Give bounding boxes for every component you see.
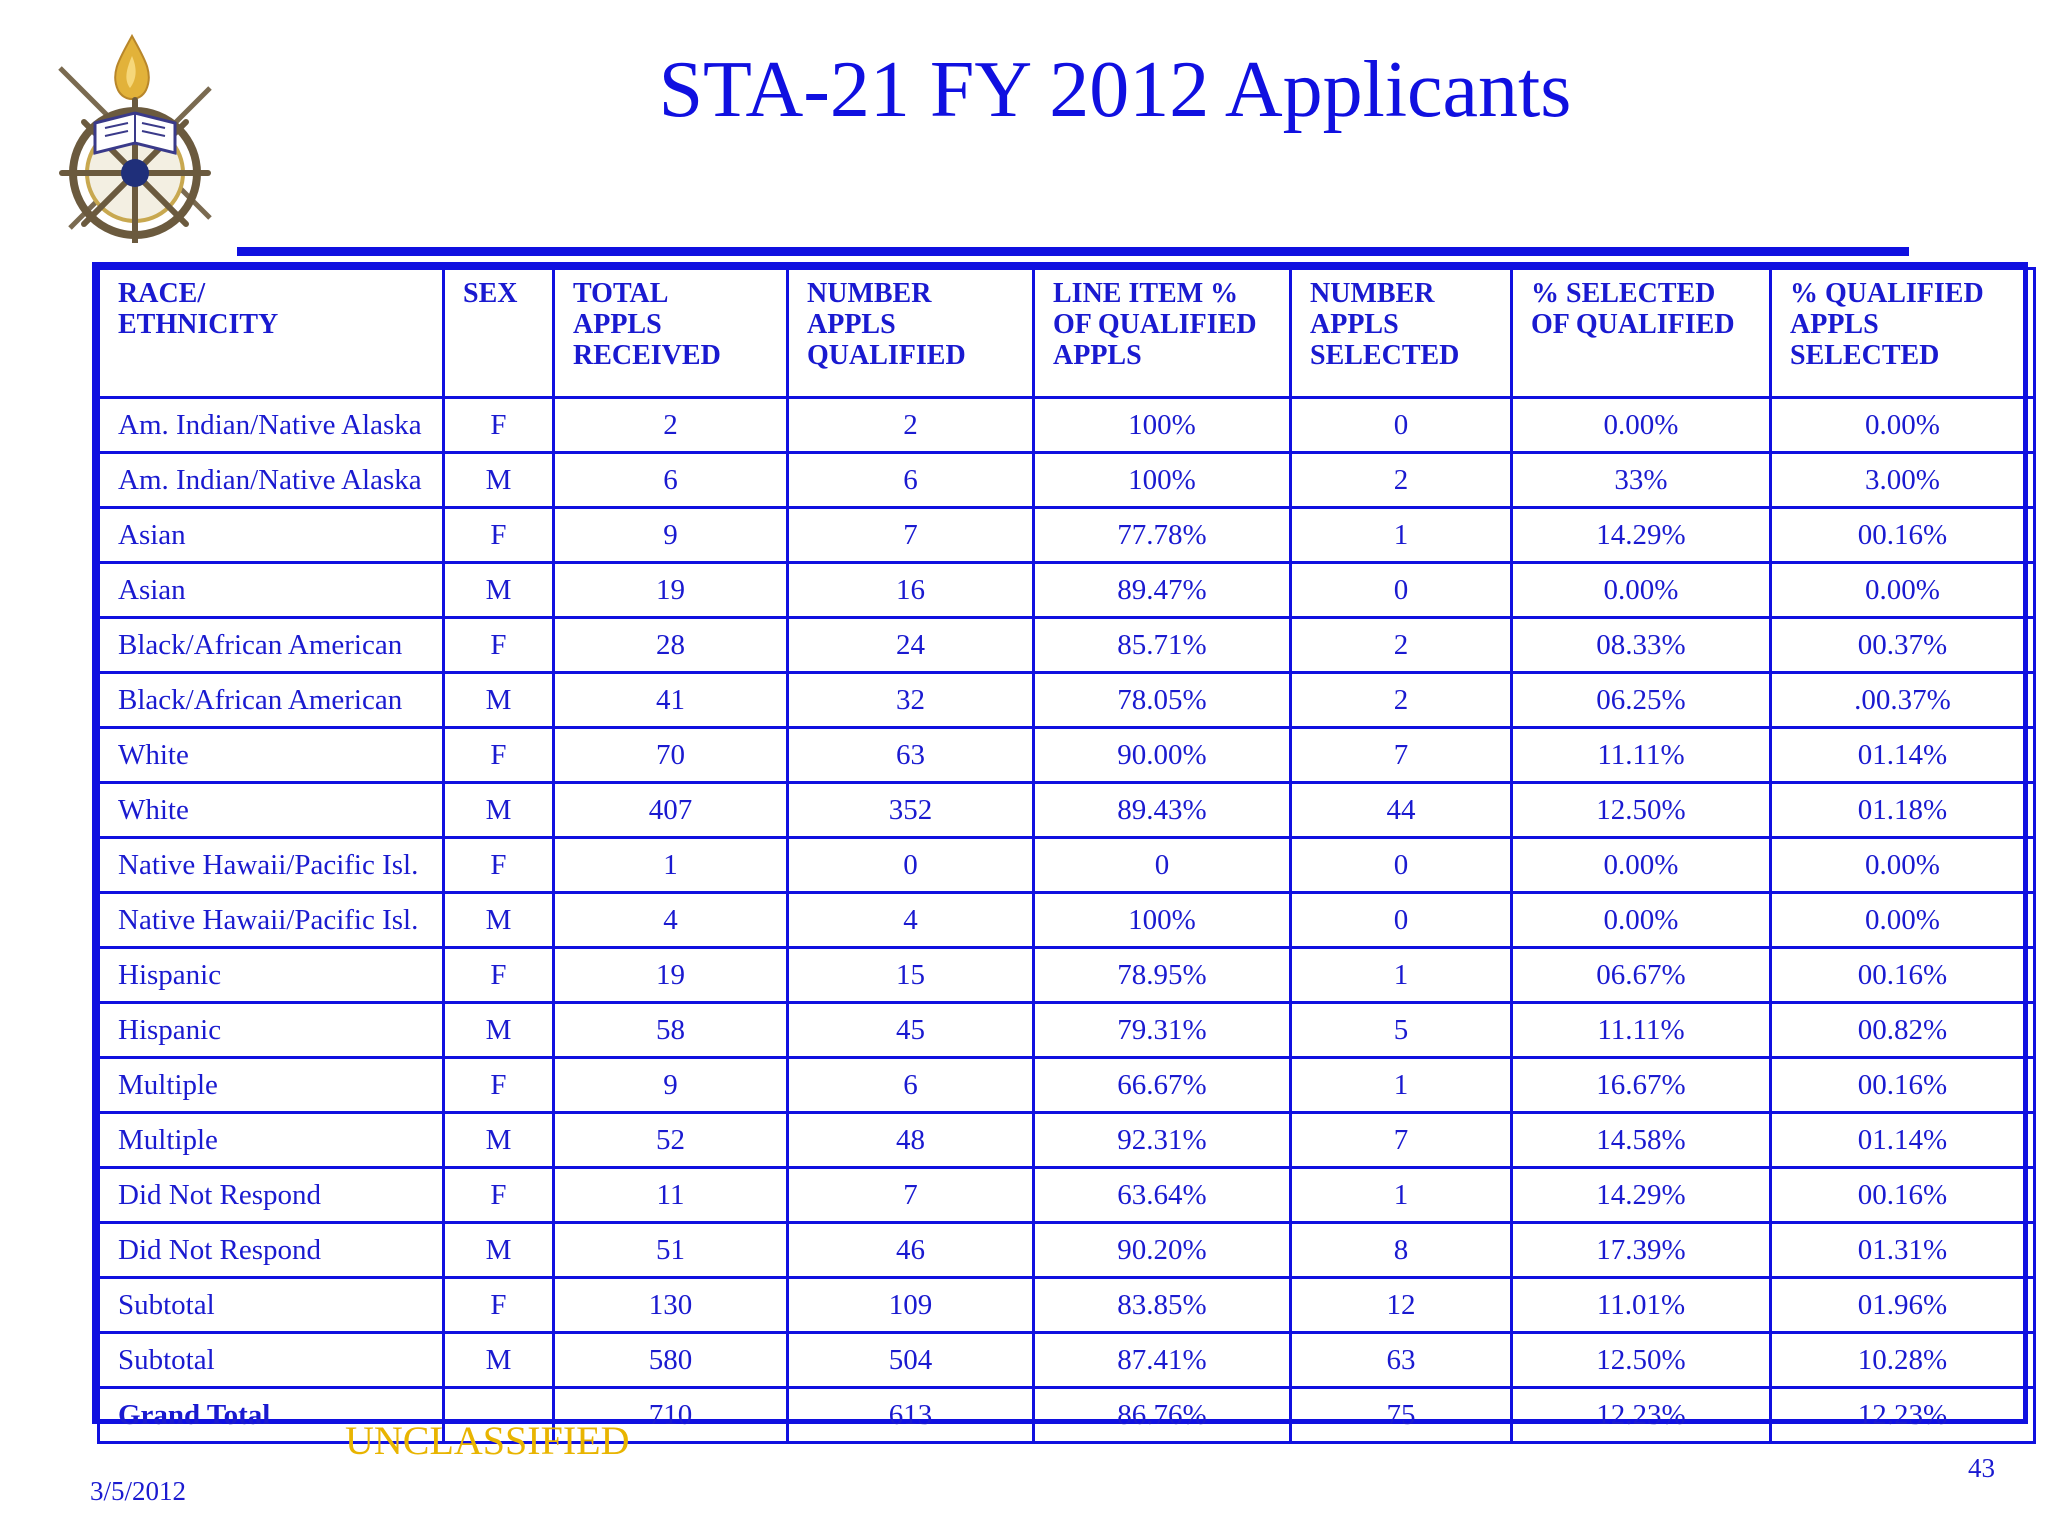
number-selected-cell: 7 — [1291, 728, 1512, 783]
pct-qualified-selected-cell: 01.14% — [1771, 1113, 2035, 1168]
sex-cell: F — [444, 508, 554, 563]
number-qualified-cell: 352 — [788, 783, 1034, 838]
pct-qualified-selected-cell: 0.00% — [1771, 398, 2035, 453]
number-qualified-cell: 7 — [788, 1168, 1034, 1223]
header-number-qualified: NUMBER APPLS QUALIFIED — [788, 269, 1034, 398]
table-row — [99, 673, 2035, 728]
naval-emblem-icon — [40, 28, 230, 243]
total-received-cell: 11 — [554, 1168, 788, 1223]
number-selected-cell: 0 — [1291, 398, 1512, 453]
race-ethnicity-cell: White — [99, 728, 444, 783]
number-qualified-cell: 46 — [788, 1223, 1034, 1278]
total-received-cell: 2 — [554, 398, 788, 453]
race-ethnicity-cell: Did Not Respond — [99, 1223, 444, 1278]
classification-label: UNCLASSIFIED — [345, 1418, 630, 1463]
line-item-pct-cell: 100% — [1034, 398, 1291, 453]
table-row — [99, 838, 2035, 893]
race-ethnicity-cell: White — [99, 783, 444, 838]
pct-qualified-selected-cell: 00.37% — [1771, 618, 2035, 673]
pct-selected-of-qualified-cell: 0.00% — [1512, 838, 1771, 893]
pct-selected-of-qualified-cell: 06.25% — [1512, 673, 1771, 728]
number-qualified-cell: 0 — [788, 838, 1034, 893]
pct-selected-of-qualified-cell: 12.50% — [1512, 1333, 1771, 1388]
total-received-cell: 580 — [554, 1333, 788, 1388]
sex-cell: F — [444, 398, 554, 453]
race-ethnicity-cell: Black/African American — [99, 673, 444, 728]
number-selected-cell: 63 — [1291, 1333, 1512, 1388]
total-received-cell: 70 — [554, 728, 788, 783]
pct-selected-of-qualified-cell: 12.23% — [1512, 1388, 1771, 1443]
total-received-cell: 407 — [554, 783, 788, 838]
line-item-pct-cell: 89.43% — [1034, 783, 1291, 838]
race-ethnicity-cell: Asian — [99, 508, 444, 563]
total-received-cell: 9 — [554, 1058, 788, 1113]
table-row — [99, 728, 2035, 783]
race-ethnicity-cell: Hispanic — [99, 948, 444, 1003]
pct-qualified-selected-cell: 0.00% — [1771, 838, 2035, 893]
table-row — [99, 1223, 2035, 1278]
race-ethnicity-cell: Native Hawaii/Pacific Isl. — [99, 838, 444, 893]
table-row — [99, 618, 2035, 673]
number-selected-cell: 0 — [1291, 838, 1512, 893]
pct-qualified-selected-cell: 00.82% — [1771, 1003, 2035, 1058]
number-qualified-cell: 15 — [788, 948, 1034, 1003]
total-received-cell: 19 — [554, 563, 788, 618]
number-qualified-cell: 109 — [788, 1278, 1034, 1333]
race-ethnicity-cell: Asian — [99, 563, 444, 618]
line-item-pct-cell: 0 — [1034, 838, 1291, 893]
pct-qualified-selected-cell: 01.96% — [1771, 1278, 2035, 1333]
table-row — [99, 948, 2035, 1003]
pct-qualified-selected-cell: 10.28% — [1771, 1333, 2035, 1388]
table-row — [99, 398, 2035, 453]
total-received-cell: 4 — [554, 893, 788, 948]
number-selected-cell: 44 — [1291, 783, 1512, 838]
number-selected-cell: 2 — [1291, 453, 1512, 508]
header-sex: SEX — [444, 269, 554, 398]
line-item-pct-cell: 89.47% — [1034, 563, 1291, 618]
table-header-row — [99, 269, 2035, 398]
table-row — [99, 508, 2035, 563]
header-line-item-pct: LINE ITEM % OF QUALIFIED APPLS — [1034, 269, 1291, 398]
total-received-cell: 9 — [554, 508, 788, 563]
pct-selected-of-qualified-cell: 06.67% — [1512, 948, 1771, 1003]
total-received-cell: 51 — [554, 1223, 788, 1278]
race-ethnicity-cell: Multiple — [99, 1113, 444, 1168]
pct-qualified-selected-cell: 01.31% — [1771, 1223, 2035, 1278]
line-item-pct-cell: 100% — [1034, 453, 1291, 508]
total-received-cell: 6 — [554, 453, 788, 508]
sex-cell: F — [444, 618, 554, 673]
pct-selected-of-qualified-cell: 14.29% — [1512, 1168, 1771, 1223]
pct-qualified-selected-cell: 00.16% — [1771, 1058, 2035, 1113]
applicants-table — [92, 262, 2028, 1431]
number-selected-cell: 5 — [1291, 1003, 1512, 1058]
number-qualified-cell: 2 — [788, 398, 1034, 453]
line-item-pct-cell: 66.67% — [1034, 1058, 1291, 1113]
total-received-cell: 710 — [554, 1388, 788, 1443]
race-ethnicity-cell: Black/African American — [99, 618, 444, 673]
number-qualified-cell: 16 — [788, 563, 1034, 618]
sex-cell: F — [444, 728, 554, 783]
pct-selected-of-qualified-cell: 14.58% — [1512, 1113, 1771, 1168]
sex-cell: M — [444, 453, 554, 508]
sex-cell: F — [444, 838, 554, 893]
number-qualified-cell: 24 — [788, 618, 1034, 673]
number-qualified-cell: 504 — [788, 1333, 1034, 1388]
header-pct-selected-of-qualified: % SELECTED OF QUALIFIED — [1512, 269, 1771, 398]
number-qualified-cell: 7 — [788, 508, 1034, 563]
page-number: 43 — [1968, 1453, 1995, 1483]
race-ethnicity-cell: Am. Indian/Native Alaska — [99, 453, 444, 508]
pct-selected-of-qualified-cell: 0.00% — [1512, 398, 1771, 453]
table-row — [99, 1058, 2035, 1113]
sex-cell: M — [444, 673, 554, 728]
line-item-pct-cell: 85.71% — [1034, 618, 1291, 673]
line-item-pct-cell: 63.64% — [1034, 1168, 1291, 1223]
sex-cell: M — [444, 893, 554, 948]
number-selected-cell: 1 — [1291, 508, 1512, 563]
table-row — [99, 1003, 2035, 1058]
pct-selected-of-qualified-cell: 0.00% — [1512, 563, 1771, 618]
number-selected-cell: 8 — [1291, 1223, 1512, 1278]
sex-cell: F — [444, 1168, 554, 1223]
pct-qualified-selected-cell: 0.00% — [1771, 893, 2035, 948]
table-row — [99, 1333, 2035, 1388]
total-received-cell: 19 — [554, 948, 788, 1003]
pct-selected-of-qualified-cell: 14.29% — [1512, 508, 1771, 563]
pct-selected-of-qualified-cell: 12.50% — [1512, 783, 1771, 838]
pct-selected-of-qualified-cell: 11.11% — [1512, 728, 1771, 783]
number-qualified-cell: 6 — [788, 1058, 1034, 1113]
line-item-pct-cell: 90.20% — [1034, 1223, 1291, 1278]
number-qualified-cell: 45 — [788, 1003, 1034, 1058]
line-item-pct-cell: 78.95% — [1034, 948, 1291, 1003]
line-item-pct-cell: 90.00% — [1034, 728, 1291, 783]
sex-cell: F — [444, 1058, 554, 1113]
number-selected-cell: 75 — [1291, 1388, 1512, 1443]
slide-date: 3/5/2012 — [90, 1476, 187, 1506]
number-selected-cell: 1 — [1291, 948, 1512, 1003]
sex-cell: M — [444, 1223, 554, 1278]
pct-qualified-selected-cell: 01.18% — [1771, 783, 2035, 838]
total-received-cell: 58 — [554, 1003, 788, 1058]
number-qualified-cell: 63 — [788, 728, 1034, 783]
number-qualified-cell: 613 — [788, 1388, 1034, 1443]
pct-qualified-selected-cell: 00.16% — [1771, 948, 2035, 1003]
number-selected-cell: 2 — [1291, 673, 1512, 728]
table-row — [99, 1278, 2035, 1333]
line-item-pct-cell: 87.41% — [1034, 1333, 1291, 1388]
race-ethnicity-cell: Hispanic — [99, 1003, 444, 1058]
number-qualified-cell: 48 — [788, 1113, 1034, 1168]
race-ethnicity-cell: Did Not Respond — [99, 1168, 444, 1223]
total-received-cell: 130 — [554, 1278, 788, 1333]
total-received-cell: 1 — [554, 838, 788, 893]
number-qualified-cell: 32 — [788, 673, 1034, 728]
pct-selected-of-qualified-cell: 11.11% — [1512, 1003, 1771, 1058]
total-received-cell: 28 — [554, 618, 788, 673]
pct-qualified-selected-cell: 01.14% — [1771, 728, 2035, 783]
number-qualified-cell: 6 — [788, 453, 1034, 508]
line-item-pct-cell: 77.78% — [1034, 508, 1291, 563]
line-item-pct-cell: 100% — [1034, 893, 1291, 948]
number-selected-cell: 7 — [1291, 1113, 1512, 1168]
header-race-ethnicity: RACE/ ETHNICITY — [99, 269, 444, 398]
header-pct-qualified-selected: % QUALIFIED APPLS SELECTED — [1771, 269, 2035, 398]
number-qualified-cell: 4 — [788, 893, 1034, 948]
table-row — [99, 563, 2035, 618]
total-received-cell: 52 — [554, 1113, 788, 1168]
number-selected-cell: 2 — [1291, 618, 1512, 673]
table-row — [99, 1113, 2035, 1168]
sex-cell: F — [444, 948, 554, 1003]
number-selected-cell: 12 — [1291, 1278, 1512, 1333]
title-divider — [237, 247, 1909, 256]
table-row — [99, 1168, 2035, 1223]
pct-selected-of-qualified-cell: 17.39% — [1512, 1223, 1771, 1278]
race-ethnicity-cell: Native Hawaii/Pacific Isl. — [99, 893, 444, 948]
sex-cell: F — [444, 1278, 554, 1333]
header-total-received: TOTAL APPLS RECEIVED — [554, 269, 788, 398]
number-selected-cell: 1 — [1291, 1058, 1512, 1113]
table-row — [99, 893, 2035, 948]
total-received-cell: 41 — [554, 673, 788, 728]
sex-cell: M — [444, 1113, 554, 1168]
table-row — [99, 453, 2035, 508]
pct-selected-of-qualified-cell: 11.01% — [1512, 1278, 1771, 1333]
race-ethnicity-cell: Grand Total — [99, 1388, 444, 1443]
pct-qualified-selected-cell: .00.37% — [1771, 673, 2035, 728]
race-ethnicity-cell: Multiple — [99, 1058, 444, 1113]
line-item-pct-cell: 92.31% — [1034, 1113, 1291, 1168]
pct-selected-of-qualified-cell: 0.00% — [1512, 893, 1771, 948]
sex-cell: M — [444, 1003, 554, 1058]
pct-selected-of-qualified-cell: 08.33% — [1512, 618, 1771, 673]
table-row — [99, 783, 2035, 838]
number-selected-cell: 0 — [1291, 563, 1512, 618]
pct-qualified-selected-cell: 12.23% — [1771, 1388, 2035, 1443]
race-ethnicity-cell: Subtotal — [99, 1333, 444, 1388]
number-selected-cell: 0 — [1291, 893, 1512, 948]
sex-cell: M — [444, 1333, 554, 1388]
pct-qualified-selected-cell: 00.16% — [1771, 508, 2035, 563]
pct-selected-of-qualified-cell: 16.67% — [1512, 1058, 1771, 1113]
race-ethnicity-cell: Am. Indian/Native Alaska — [99, 398, 444, 453]
pct-qualified-selected-cell: 3.00% — [1771, 453, 2035, 508]
pct-selected-of-qualified-cell: 33% — [1512, 453, 1771, 508]
sex-cell: M — [444, 783, 554, 838]
line-item-pct-cell: 79.31% — [1034, 1003, 1291, 1058]
race-ethnicity-cell: Subtotal — [99, 1278, 444, 1333]
header-number-selected: NUMBER APPLS SELECTED — [1291, 269, 1512, 398]
line-item-pct-cell: 78.05% — [1034, 673, 1291, 728]
pct-qualified-selected-cell: 0.00% — [1771, 563, 2035, 618]
sex-cell: M — [444, 563, 554, 618]
line-item-pct-cell: 83.85% — [1034, 1278, 1291, 1333]
number-selected-cell: 1 — [1291, 1168, 1512, 1223]
line-item-pct-cell: 86.76% — [1034, 1388, 1291, 1443]
pct-qualified-selected-cell: 00.16% — [1771, 1168, 2035, 1223]
page-title: STA-21 FY 2012 Applicants — [658, 46, 1572, 134]
